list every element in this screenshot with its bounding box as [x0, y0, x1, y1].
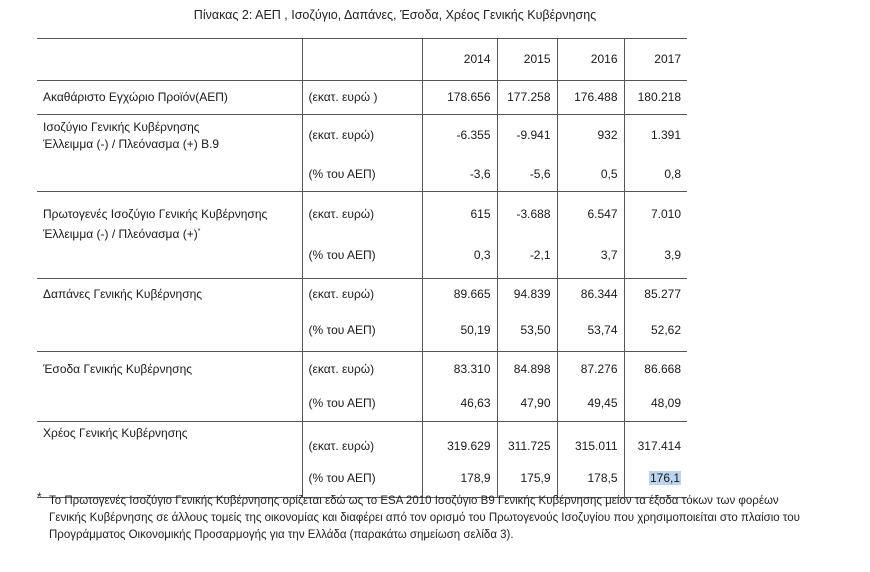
row-label: Ακαθάριστο Εγχώριο Προϊόν(ΑΕΠ) — [37, 81, 302, 115]
table-row — [37, 278, 687, 318]
unit-cell: (% του ΑΕΠ) — [302, 457, 422, 497]
value-cell: 7.010 — [624, 192, 687, 244]
footnote-text: Το Πρωτογενές Ισοζύγιο Γενικής Κυβέρνησης ορίζεται εδώ ως το ESA 2010 Ισοζύγιο Β9 Γενικής Κυβέρνησης μείον τα έξοδα τόκων των φορέων Γενικής Κυβέρνησης σε άλλους τομείς της οικονομίας και διαφέρει από τον ορισμό του Πρωτογενούς Ισοζυγίου που χρησιμοποιείται στο πλαίσιο του Προγράμματος Οικονομικής Προσαρμογής για την Ελλάδα (παρακάτω σημείωση σελίδα 3). — [49, 495, 800, 541]
value-cell: 46,63 — [422, 391, 497, 421]
value-cell: 83.310 — [422, 351, 497, 391]
value-cell: 317.414 — [624, 421, 687, 457]
value-cell: 176.488 — [557, 81, 624, 115]
value-cell: -3.688 — [497, 192, 557, 244]
unit-cell: (εκατ. ευρώ) — [302, 115, 422, 157]
row-label — [37, 115, 302, 157]
table-title: Πίνακας 2: ΑΕΠ , Ισοζύγιο, Δαπάνες, Έσοδα, Χρέος Γενικής Κυβέρνησης — [193, 8, 597, 22]
row-label — [37, 192, 302, 244]
value-cell: -5,6 — [497, 157, 557, 192]
unit-cell: (εκατ. ευρώ ) — [302, 81, 422, 115]
table-row — [37, 318, 687, 351]
table-row — [37, 391, 687, 421]
value-cell: 84.898 — [497, 351, 557, 391]
unit-cell: (εκατ. ευρώ) — [302, 351, 422, 391]
value-cell: 932 — [557, 115, 624, 157]
table-row — [37, 81, 687, 115]
value-cell: 177.258 — [497, 81, 557, 115]
value-cell: 53,50 — [497, 318, 557, 351]
footnote-marker: * — [37, 490, 42, 504]
table-row — [37, 192, 687, 244]
value-cell: 180.218 — [624, 81, 687, 115]
footnote — [37, 490, 817, 544]
table-row — [37, 243, 687, 278]
value-cell: 50,19 — [422, 318, 497, 351]
value-cell: 53,74 — [557, 318, 624, 351]
value-cell: 47,90 — [497, 391, 557, 421]
unit-cell: (εκατ. ευρώ) — [302, 278, 422, 318]
table-row — [37, 351, 687, 391]
year-header: 2015 — [497, 39, 557, 81]
unit-cell: (% του ΑΕΠ) — [302, 318, 422, 351]
value-cell — [624, 457, 687, 497]
table-row — [37, 157, 687, 192]
value-cell: 178,5 — [557, 457, 624, 497]
value-cell: 178,9 — [422, 457, 497, 497]
value-cell: 94.839 — [497, 278, 557, 318]
row-label-line: Έλλειμμα (-) / Πλεόνασμα (+)* — [43, 227, 201, 241]
value-cell: 311.725 — [497, 421, 557, 457]
value-cell: 0,5 — [557, 157, 624, 192]
row-label: Δαπάνες Γενικής Κυβέρνησης — [37, 278, 302, 318]
row-label: Έσοδα Γενικής Κυβέρνησης — [37, 351, 302, 391]
year-header: 2017 — [624, 39, 687, 81]
fiscal-table — [37, 38, 687, 498]
table-row — [37, 115, 687, 157]
value-cell: 6.547 — [557, 192, 624, 244]
value-cell: -9.941 — [497, 115, 557, 157]
year-header: 2014 — [422, 39, 497, 81]
row-label-line: Έλλειμμα (-) / Πλεόνασμα (+) Β.9 — [43, 137, 220, 151]
year-header: 2016 — [557, 39, 624, 81]
row-label-line: Πρωτογενές Ισοζύγιο Γενικής Κυβέρνησης — [43, 207, 268, 221]
value-cell: 178.656 — [422, 81, 497, 115]
unit-cell: (% του ΑΕΠ) — [302, 243, 422, 278]
row-label-line: Ισοζύγιο Γενικής Κυβέρνησης — [43, 120, 200, 134]
value-cell: 3,9 — [624, 243, 687, 278]
value-cell: 3,7 — [557, 243, 624, 278]
unit-cell: (% του ΑΕΠ) — [302, 391, 422, 421]
value-cell: 49,45 — [557, 391, 624, 421]
value-cell: 0,8 — [624, 157, 687, 192]
value-cell: 175,9 — [497, 457, 557, 497]
table-row — [37, 421, 687, 457]
value-cell: 1.391 — [624, 115, 687, 157]
value-cell: 86.668 — [624, 351, 687, 391]
value-cell: 0,3 — [422, 243, 497, 278]
value-cell: 85.277 — [624, 278, 687, 318]
value-cell: -6.355 — [422, 115, 497, 157]
value-cell: 615 — [422, 192, 497, 244]
value-cell: 319.629 — [422, 421, 497, 457]
value-cell: -2,1 — [497, 243, 557, 278]
unit-cell: (εκατ. ευρώ) — [302, 192, 422, 244]
unit-cell: (εκατ. ευρώ) — [302, 421, 422, 457]
value-cell: 89.665 — [422, 278, 497, 318]
selected-text[interactable]: 176,1 — [649, 471, 680, 485]
value-cell: 87.276 — [557, 351, 624, 391]
footnote-marker: * — [197, 228, 201, 235]
table-row — [37, 457, 687, 497]
value-cell: 48,09 — [624, 391, 687, 421]
value-cell: 315.011 — [557, 421, 624, 457]
header-row — [37, 39, 687, 81]
unit-cell: (% του ΑΕΠ) — [302, 157, 422, 192]
value-cell: 52,62 — [624, 318, 687, 351]
row-label: Χρέος Γενικής Κυβέρνησης — [37, 421, 302, 457]
value-cell: 86.344 — [557, 278, 624, 318]
value-cell: -3,6 — [422, 157, 497, 192]
